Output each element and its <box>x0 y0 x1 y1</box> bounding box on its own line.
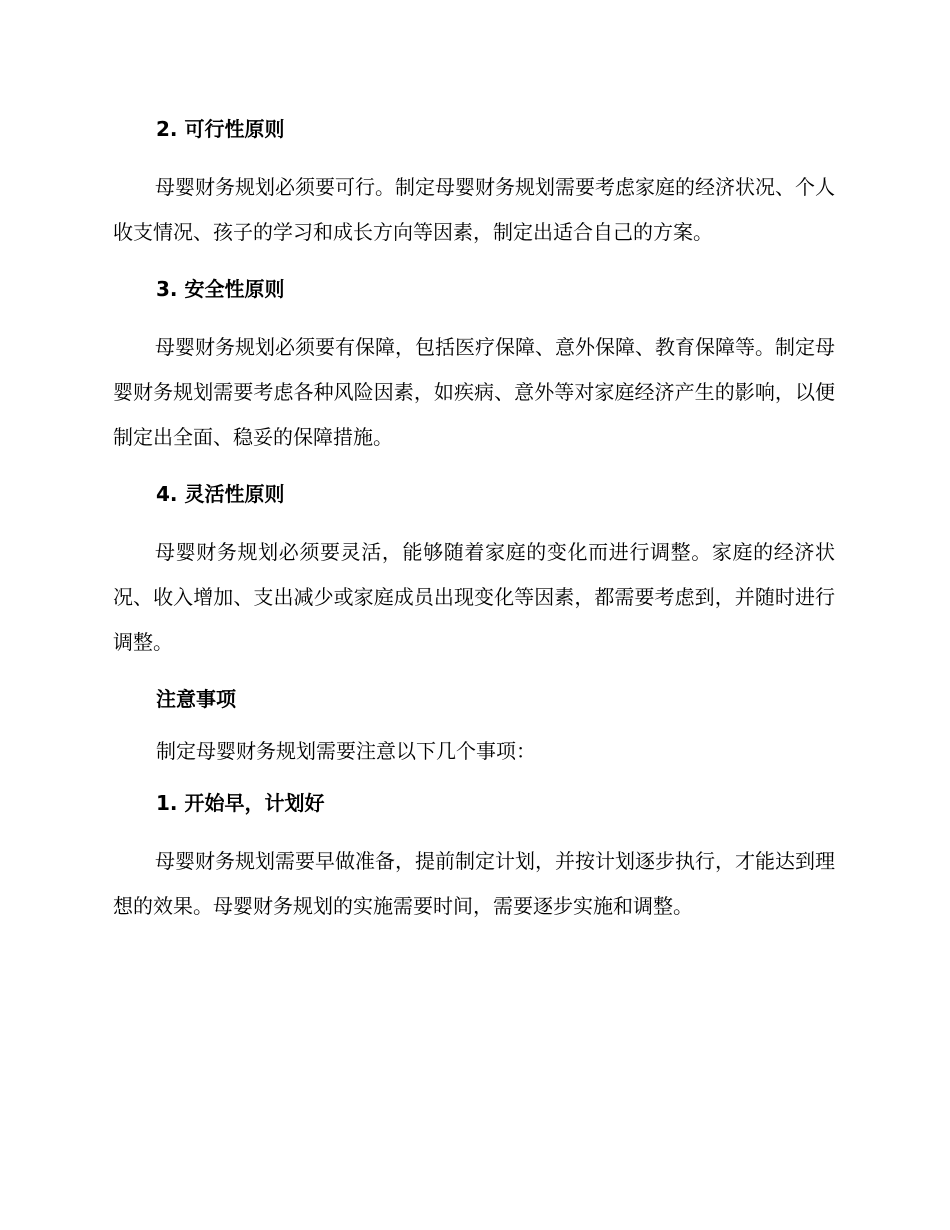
section-paragraph: 母婴财务规划必须要可行。制定母婴财务规划需要考虑家庭的经济状况、个人收支情况、孩子的学习和成长方向等因素，制定出适合自己的方案。 <box>113 175 835 244</box>
section-heading: 2. 可行性原则 <box>156 117 285 141</box>
section-heading: 4. 灵活性原则 <box>156 482 285 506</box>
section-paragraph: 母婴财务规划必须要有保障，包括医疗保障、意外保障、教育保障等。制定母婴财务规划需要考虑各种风险因素，如疾病、意外等对家庭经济产生的影响，以便制定出全面、稳妥的保障措施。 <box>113 335 835 449</box>
note-item-paragraph: 母婴财务规划需要早做准备，提前制定计划，并按计划逐步执行，才能达到理想的效果。母婴财务规划的实施需要时间，需要逐步实施和调整。 <box>113 849 835 918</box>
section-paragraph: 母婴财务规划必须要灵活，能够随着家庭的变化而进行调整。家庭的经济状况、收入增加、支出减少或家庭成员出现变化等因素，都需要考虑到，并随时进行调整。 <box>113 540 835 654</box>
note-item-heading: 1. 开始早，计划好 <box>156 791 325 815</box>
notes-intro: 制定母婴财务规划需要注意以下几个事项： <box>156 739 536 763</box>
section-heading: 3. 安全性原则 <box>156 277 285 301</box>
notes-heading: 注意事项 <box>156 687 236 711</box>
document-body <box>113 113 835 929</box>
